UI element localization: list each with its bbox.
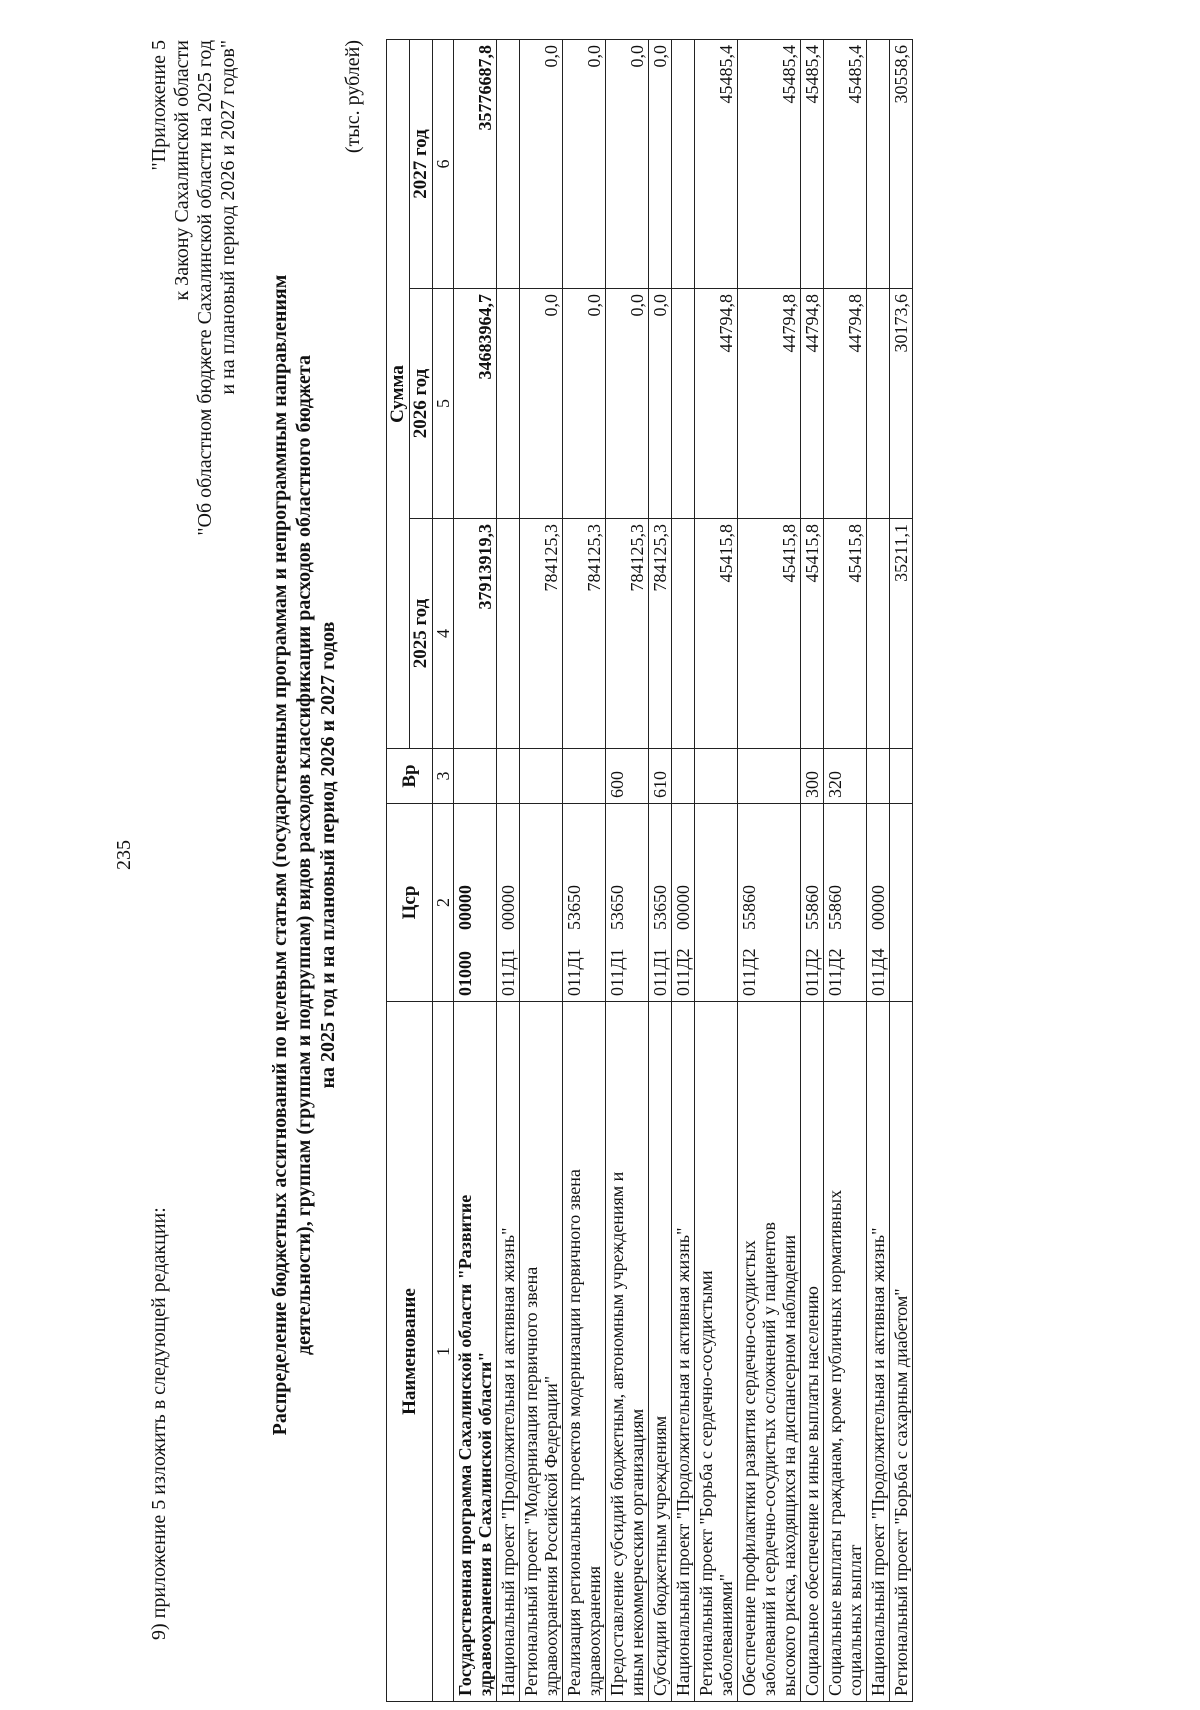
row-amount-2027: 35776687,8: [454, 40, 497, 289]
row-name: [606, 1002, 649, 1702]
row-name-line: здравоохранения в Сахалинской области": [475, 1351, 495, 1696]
csr-program-code: 011Д1: [607, 948, 627, 996]
row-name: [890, 1002, 913, 1702]
csr-direction-code: 53650: [564, 885, 584, 930]
row-name-line: Реализация региональных проектов модернизации первичного звена: [564, 1169, 584, 1696]
table-row: [867, 40, 890, 1702]
appendix-line: "Об областном бюджете Сахалинской области на 2025 год: [194, 40, 216, 536]
row-amount-2025: [497, 519, 520, 749]
csr-direction-code: 53650: [650, 885, 670, 930]
row-amount-2026: 0,0: [520, 289, 563, 519]
row-csr: [824, 804, 867, 1002]
row-vr: [672, 749, 695, 804]
row-amount-2027: [497, 40, 520, 289]
row-csr: [649, 804, 672, 1002]
row-name: [454, 1002, 497, 1702]
appendix-line: и на плановый период 2026 и 2027 годов": [217, 40, 239, 395]
table-row: [497, 40, 520, 1702]
row-name: [801, 1002, 824, 1702]
column-index: 4: [433, 519, 454, 749]
csr-program-code: 011Д2: [739, 948, 759, 996]
row-name-line: иным некоммерческим организациям: [627, 1408, 647, 1696]
row-vr: [695, 749, 738, 804]
csr-direction-code: 00000: [673, 885, 693, 930]
appendix-line: "Приложение 5: [148, 40, 170, 171]
row-amount-2027: 0,0: [649, 40, 672, 289]
csr-direction-code: 55860: [802, 885, 822, 930]
csr-program-code: 011Д1: [564, 948, 584, 996]
row-amount-2026: 0,0: [563, 289, 606, 519]
row-csr: [563, 804, 606, 1002]
table-row: [454, 40, 497, 1702]
csr-program-code: 011Д4: [868, 948, 888, 996]
row-name-line: высокого риска, находящихся на диспансерном наблюдении: [779, 1235, 799, 1696]
row-name-line: Субсидии бюджетным учреждениям: [650, 1415, 670, 1696]
row-name-line: здравоохранения: [584, 1565, 604, 1696]
header-year-2027: 2027 год: [410, 40, 433, 289]
intro-text: 9) приложение 5 изложить в следующей редакции:: [148, 1207, 170, 1640]
row-vr: [563, 749, 606, 804]
row-amount-2026: 44794,8: [824, 289, 867, 519]
table-body: [433, 40, 913, 1702]
row-name-line: Региональный проект "Борьба с сердечно-сосудистыми: [696, 1270, 716, 1696]
row-name-line: Государственная программа Сахалинской области "Развитие: [455, 1194, 475, 1696]
row-name: [672, 1002, 695, 1702]
row-vr: 320: [824, 749, 867, 804]
row-name-line: заболеваниями": [716, 1573, 736, 1696]
row-name: [497, 1002, 520, 1702]
row-amount-2027: 45485,4: [738, 40, 801, 289]
row-amount-2026: 44794,8: [695, 289, 738, 519]
table-row: [695, 40, 738, 1702]
row-name-line: Социальное обеспечение и иные выплаты населению: [802, 1286, 822, 1696]
row-vr: [520, 749, 563, 804]
csr-program-code: 011Д2: [825, 948, 845, 996]
table-row: [563, 40, 606, 1702]
budget-table: [386, 39, 913, 1702]
row-name-line: Национальный проект "Продолжительная и активная жизнь": [868, 1227, 888, 1696]
row-csr: [454, 804, 497, 1002]
row-name-line: Национальный проект "Продолжительная и активная жизнь": [673, 1227, 693, 1696]
row-name: [563, 1002, 606, 1702]
row-vr: [738, 749, 801, 804]
row-name: [695, 1002, 738, 1702]
row-amount-2025: 784125,3: [649, 519, 672, 749]
csr-direction-code: 53650: [607, 885, 627, 930]
appendix-line: к Закону Сахалинской области: [171, 40, 193, 301]
column-index: 5: [433, 289, 454, 519]
table-row: [801, 40, 824, 1702]
row-csr: [867, 804, 890, 1002]
row-amount-2027: 0,0: [606, 40, 649, 289]
column-index: 6: [433, 40, 454, 289]
header-name: Наименование: [387, 1002, 433, 1702]
table-row: [824, 40, 867, 1702]
table-row: [520, 40, 563, 1702]
row-vr: [867, 749, 890, 804]
row-csr: [890, 804, 913, 1002]
csr-direction-code: 00000: [868, 885, 888, 930]
row-amount-2027: 45485,4: [824, 40, 867, 289]
row-amount-2027: 0,0: [563, 40, 606, 289]
row-amount-2027: 0,0: [520, 40, 563, 289]
row-amount-2026: 0,0: [606, 289, 649, 519]
row-vr: [890, 749, 913, 804]
csr-direction-code: 00000: [455, 885, 475, 930]
row-amount-2026: 34683964,7: [454, 289, 497, 519]
row-amount-2026: 0,0: [649, 289, 672, 519]
row-amount-2025: [672, 519, 695, 749]
row-name-line: Региональный проект "Борьба с сахарным диабетом": [891, 1288, 911, 1696]
row-amount-2025: 45415,8: [738, 519, 801, 749]
row-vr: 600: [606, 749, 649, 804]
header-vr: Вр: [387, 749, 433, 804]
row-name-line: Национальный проект "Продолжительная и активная жизнь": [498, 1227, 518, 1696]
row-amount-2025: 37913919,3: [454, 519, 497, 749]
header-csr: Цср: [387, 804, 433, 1002]
row-amount-2027: 45485,4: [801, 40, 824, 289]
column-index-row: [433, 40, 454, 1702]
table-row: [606, 40, 649, 1702]
row-name-line: Обеспечение профилактики развития сердечно-сосудистых: [739, 1240, 759, 1696]
row-name-line: здравоохранения Российской Федерации": [541, 1375, 561, 1696]
column-index: 3: [433, 749, 454, 804]
row-amount-2026: 44794,8: [738, 289, 801, 519]
csr-program-code: 011Д2: [802, 948, 822, 996]
row-name-line: социальных выплат: [845, 1544, 865, 1696]
row-name-line: Предоставление субсидий бюджетным, автономным учреждениям и: [607, 1171, 627, 1696]
csr-program-code: 01000: [455, 951, 475, 996]
row-csr: [738, 804, 801, 1002]
page-number: 235: [113, 840, 135, 870]
row-vr: 610: [649, 749, 672, 804]
row-csr: [672, 804, 695, 1002]
title-line: деятельности), группам (группам и подгруппам) видов расходов классификации расходов областного бюджета: [293, 355, 315, 1355]
table-row: [890, 40, 913, 1702]
row-amount-2026: [497, 289, 520, 519]
row-vr: 300: [801, 749, 824, 804]
row-amount-2025: 784125,3: [606, 519, 649, 749]
row-name-line: заболеваний и сердечно-сосудистых осложнений у пациентов: [759, 1222, 779, 1696]
row-amount-2025: [867, 519, 890, 749]
row-amount-2027: [672, 40, 695, 289]
row-name-line: Региональный проект "Модернизация первичного звена: [521, 1266, 541, 1696]
row-csr: [801, 804, 824, 1002]
header-year-2026: 2026 год: [410, 289, 433, 519]
csr-direction-code: 55860: [825, 885, 845, 930]
csr-direction-code: 00000: [498, 885, 518, 930]
row-amount-2025: 784125,3: [520, 519, 563, 749]
row-csr: [695, 804, 738, 1002]
column-index: 2: [433, 804, 454, 1002]
csr-direction-code: 55860: [739, 885, 759, 930]
row-amount-2026: [867, 289, 890, 519]
row-amount-2026: 44794,8: [801, 289, 824, 519]
row-amount-2025: 784125,3: [563, 519, 606, 749]
row-amount-2027: [867, 40, 890, 289]
row-vr: [497, 749, 520, 804]
row-name: [738, 1002, 801, 1702]
row-amount-2025: 45415,8: [824, 519, 867, 749]
row-amount-2026: 30173,6: [890, 289, 913, 519]
row-amount-2025: 45415,8: [801, 519, 824, 749]
header-sum: Сумма: [387, 40, 410, 749]
row-name: [867, 1002, 890, 1702]
column-index: 1: [433, 1002, 454, 1702]
row-amount-2025: 45415,8: [695, 519, 738, 749]
document-title: [268, 0, 340, 1710]
row-name: [520, 1002, 563, 1702]
units-label: (тыс. рублей): [342, 40, 364, 154]
header-year-2025: 2025 год: [410, 519, 433, 749]
table-row: [738, 40, 801, 1702]
row-csr: [606, 804, 649, 1002]
row-amount-2027: 30558,6: [890, 40, 913, 289]
title-line: Распределение бюджетных ассигнований по целевым статьям (государственным программам и непрограммным направлениям: [269, 274, 291, 1436]
row-amount-2026: [672, 289, 695, 519]
row-name-line: Социальные выплаты гражданам, кроме публичных нормативных: [825, 1189, 845, 1696]
csr-program-code: 011Д1: [498, 948, 518, 996]
table-row: [672, 40, 695, 1702]
title-line: на 2025 год и на плановый период 2026 и 2027 годов: [317, 621, 339, 1089]
csr-program-code: 011Д2: [673, 948, 693, 996]
appendix-header: [148, 40, 240, 536]
row-amount-2027: 45485,4: [695, 40, 738, 289]
row-csr: [497, 804, 520, 1002]
row-csr: [520, 804, 563, 1002]
row-vr: [454, 749, 497, 804]
row-name: [649, 1002, 672, 1702]
row-amount-2025: 35211,1: [890, 519, 913, 749]
csr-program-code: 011Д1: [650, 948, 670, 996]
table-row: [649, 40, 672, 1702]
row-name: [824, 1002, 867, 1702]
